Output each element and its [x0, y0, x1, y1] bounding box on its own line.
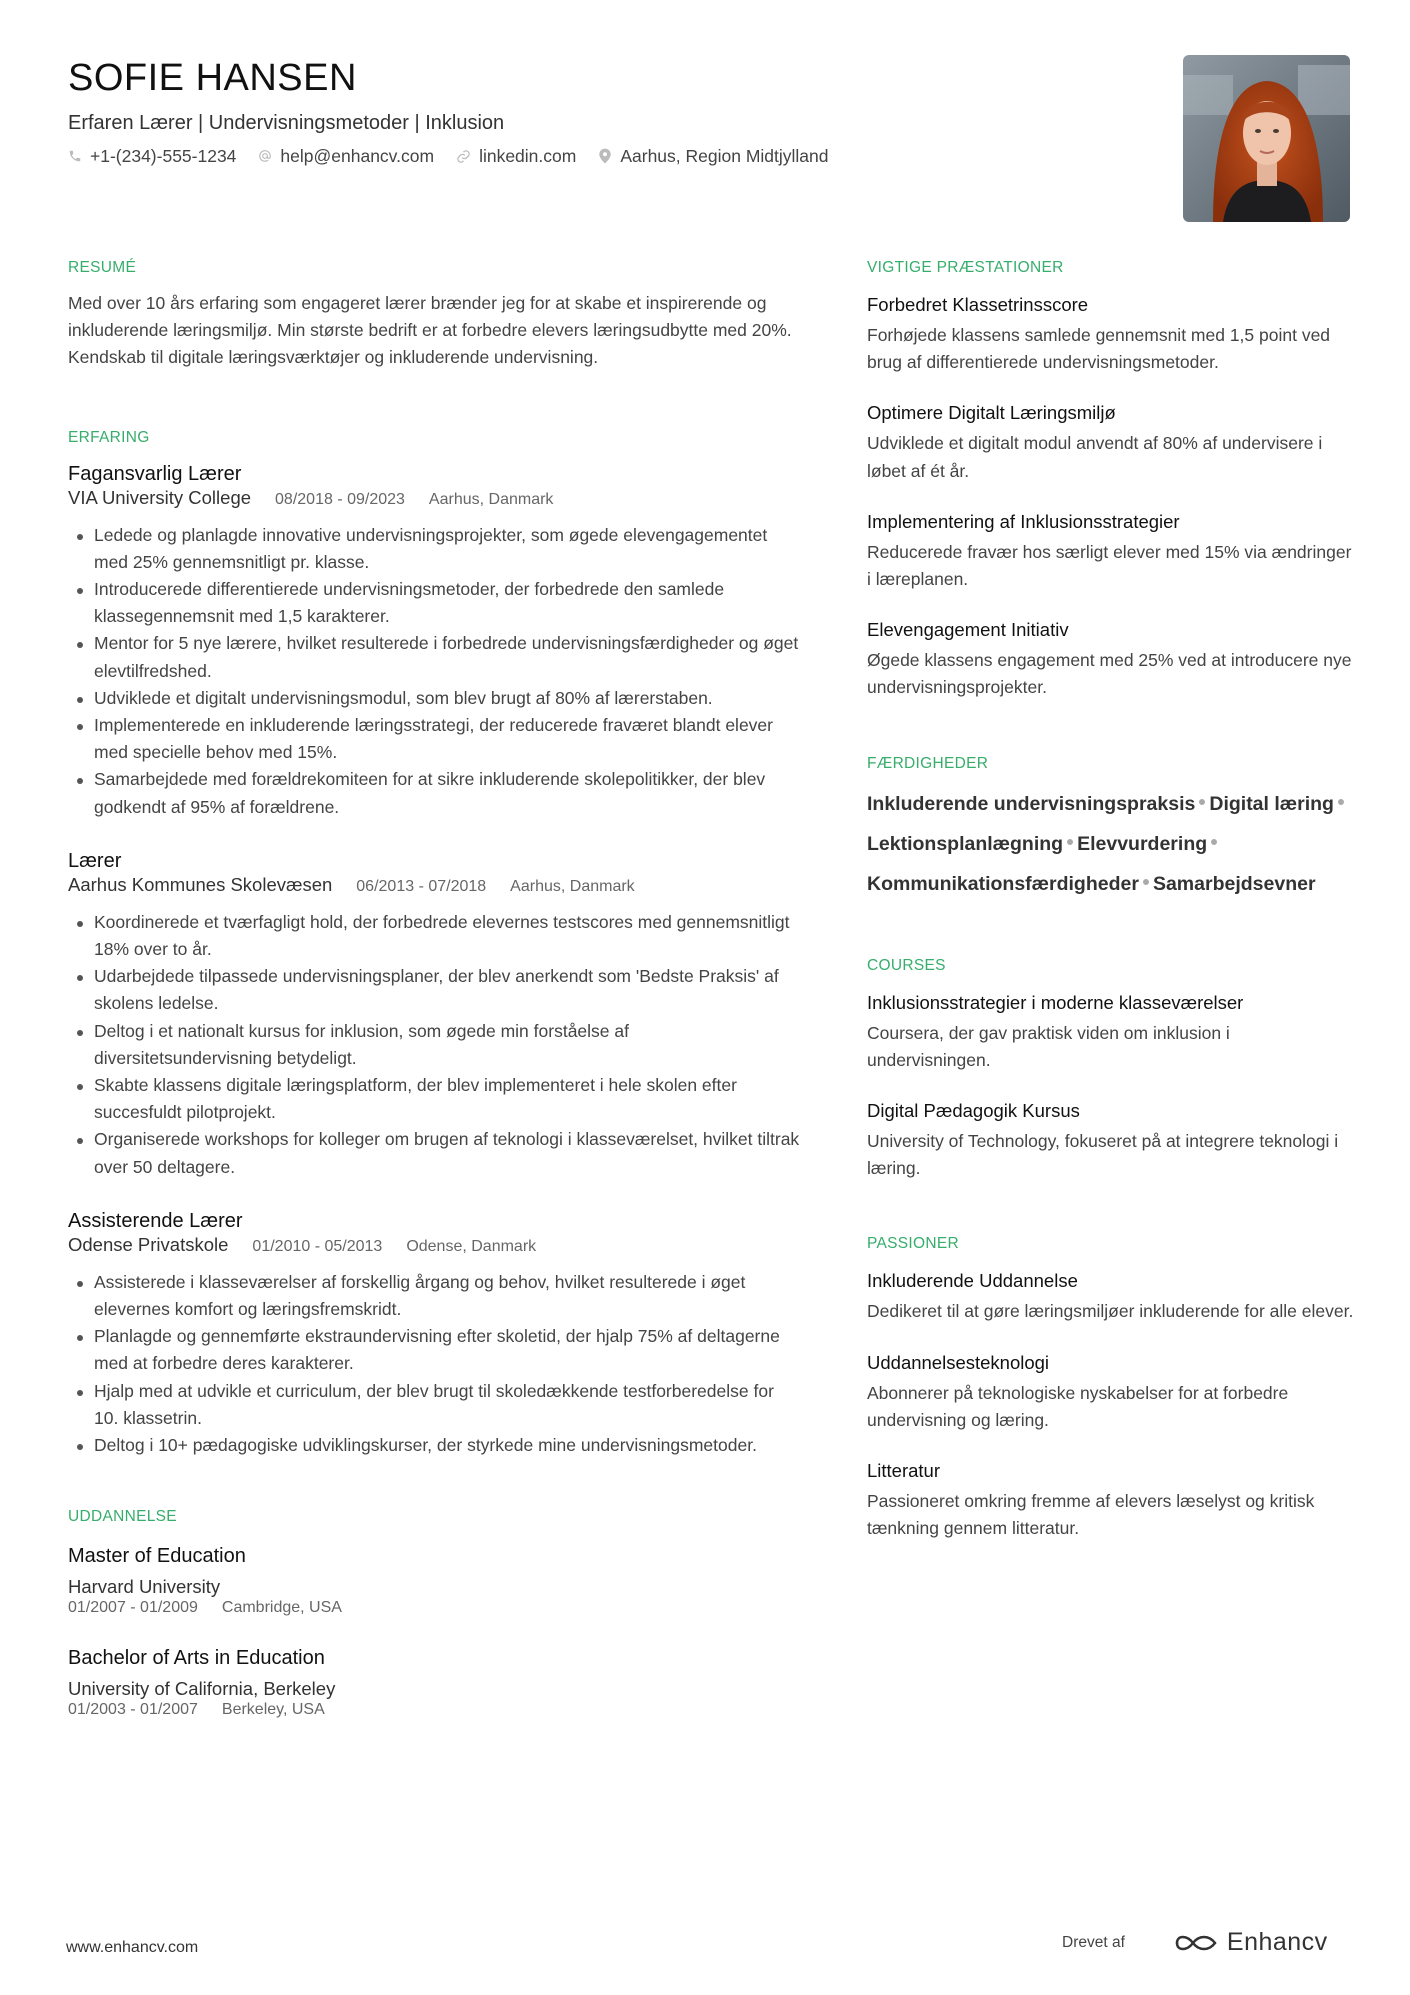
edu-school: Harvard University	[68, 1576, 221, 1598]
footer-url[interactable]: www.enhancv.com	[66, 1939, 199, 1956]
achievement-item	[867, 617, 1357, 701]
edu-meta	[68, 1599, 800, 1617]
edu-school: University of California, Berkeley	[68, 1678, 336, 1700]
job-company: Aarhus Kommunes Skolevæsen	[68, 873, 333, 895]
job-bullets	[68, 522, 800, 821]
list-item: Introducerede differentierede undervisningsmetoder, der forbedrede den samlede klassegennemsnit med 1,5 karakterer.	[68, 576, 800, 630]
list-item: Ledede og planlagde innovative undervisningsprojekter, som øgede elevengagementet med 25% gennemsnitligt pr. klasse.	[68, 522, 800, 576]
edu-date: 01/2007 - 01/2009	[68, 1599, 198, 1617]
job-title: Assisterende Lærer	[68, 1209, 243, 1232]
course-title: Digital Pædagogik Kursus	[867, 1100, 1080, 1122]
list-item: Planlagde og gennemførte ekstraundervisning efter skoletid, der hjalp 75% af deltagerne med at forbedre deres karakterer.	[68, 1323, 800, 1377]
list-item: Deltog i 10+ pædagogiske udviklingskurser, der styrkede mine undervisningsmetoder.	[68, 1432, 800, 1459]
skill-tag: Inkluderende undervisningspraksis	[867, 792, 1196, 815]
skill-tag: Samarbejdsevner	[1152, 872, 1316, 895]
job-title: Fagansvarlig Lærer	[68, 462, 242, 485]
separator-dot	[1143, 879, 1149, 885]
job-meta	[68, 1233, 800, 1259]
separator-dot	[1067, 839, 1073, 845]
job-meta	[68, 486, 800, 512]
skill-tag: Digital læring	[1209, 792, 1334, 815]
list-item: Hjalp med at udvikle et curriculum, der blev brugt til skoledækkende testforberedelse for 10. klassetrin.	[68, 1378, 800, 1432]
summary-section	[68, 258, 800, 372]
enhancv-logo-icon	[1173, 1931, 1219, 1955]
profile-photo	[1183, 55, 1350, 222]
footer-brand	[1062, 1928, 1328, 1957]
job-location: Odense, Danmark	[406, 1237, 537, 1255]
contact-row	[68, 144, 1168, 168]
contact-linkedin[interactable]	[456, 144, 576, 168]
list-item: Udviklede et digitalt undervisningsmodul, som blev brugt af 80% af lærerstaben.	[68, 685, 800, 712]
achievement-title: Implementering af Inklusionsstrategier	[867, 510, 1180, 532]
location-text: Aarhus, Region Midtjylland	[620, 146, 829, 166]
powered-by-text: Drevet af	[1062, 1933, 1125, 1951]
email-text[interactable]: help@enhancv.com	[280, 146, 435, 166]
passion-item	[867, 1350, 1357, 1434]
experience-section	[68, 428, 800, 1460]
job-entry	[68, 462, 800, 821]
contact-phone	[68, 144, 236, 168]
list-item: Samarbejdede med forældrekomiteen for at sikre inkluderende skolepolitikker, der blev godkendt af 95% af forældrene.	[68, 766, 800, 820]
edu-location: Cambridge, USA	[221, 1599, 342, 1617]
skills-section	[867, 754, 1357, 904]
passion-item	[867, 1268, 1357, 1325]
separator-dot	[1338, 799, 1344, 805]
brand-name: Enhancv	[1226, 1928, 1328, 1956]
job-location: Aarhus, Danmark	[510, 877, 635, 895]
achievement-desc: Forhøjede klassens samlede gennemsnit med 1,5 point ved brug af differentierede undervisningsmetoder.	[867, 325, 1331, 373]
list-item: Organiserede workshops for kolleger om brugen af teknologi i klasseværelset, hvilket tiltrak over 50 deltagere.	[68, 1126, 800, 1180]
achievements-section	[867, 258, 1357, 702]
passion-item	[867, 1458, 1357, 1542]
job-entry	[68, 849, 800, 1181]
list-item: Deltog i et nationalt kursus for inklusion, som øgede min forståelse af diversitetsundervisning betydeligt.	[68, 1018, 800, 1072]
achievement-title: Optimere Digitalt Læringsmiljø	[867, 402, 1116, 424]
contact-email[interactable]	[258, 144, 434, 168]
list-item: Udarbejdede tilpassede undervisningsplaner, der blev anerkendt som 'Bedste Praksis' af skolens ledelse.	[68, 963, 800, 1017]
summary-text: Med over 10 års erfaring som engageret lærer brænder jeg for at skabe et inspirerende og inkluderende læringsmiljø. Min største bedrift er at forbedre elevers læringsudbytte med 20%. Kendskab til digitale læringsværktøjer og inkluderende undervisning.	[68, 293, 792, 368]
list-item: Assisterede i klasseværelser af forskellig årgang og behov, hvilket resulterede i øget elevernes komfort og læringsfremskridt.	[68, 1269, 800, 1323]
achievement-desc: Øgede klassens engagement med 25% ved at introducere nye undervisningsprojekter.	[867, 650, 1352, 698]
course-item	[867, 990, 1357, 1074]
job-date: 08/2018 - 09/2023	[275, 490, 405, 508]
education-entry	[68, 1543, 800, 1617]
course-item	[867, 1098, 1357, 1182]
resume-header	[68, 56, 1168, 168]
courses-heading: COURSES	[867, 956, 946, 974]
job-company: VIA University College	[68, 486, 252, 508]
link-icon	[456, 149, 471, 164]
passion-title: Inkluderende Uddannelse	[867, 1270, 1078, 1292]
job-company: Odense Privatskole	[68, 1233, 229, 1255]
education-heading: UDDANNELSE	[68, 1508, 177, 1526]
course-desc: University of Technology, fokuseret på at integrere teknologi i læring.	[867, 1131, 1339, 1179]
left-column	[68, 258, 800, 1719]
achievements-heading: VIGTIGE PRÆSTATIONER	[867, 259, 1064, 276]
skill-tag: Lektionsplanlægning	[867, 832, 1064, 855]
separator-dot	[1199, 799, 1205, 805]
passions-heading: PASSIONER	[867, 1235, 959, 1253]
course-desc: Coursera, der gav praktisk viden om inklusion i undervisningen.	[867, 1022, 1230, 1070]
achievement-title: Forbedret Klassetrinsscore	[867, 294, 1089, 315]
edu-degree: Bachelor of Arts in Education	[68, 1647, 325, 1670]
passion-desc: Dedikeret til at gøre læringsmiljøer inkluderende for alle elever.	[867, 1301, 1354, 1322]
passion-desc: Passioneret omkring fremme af elevers læselyst og kritisk tænkning gennem litteratur.	[867, 1491, 1315, 1539]
achievement-item	[867, 400, 1357, 484]
job-location: Aarhus, Danmark	[428, 490, 554, 508]
edu-meta	[68, 1701, 800, 1719]
right-column	[867, 258, 1357, 1542]
job-date: 06/2013 - 07/2018	[356, 877, 487, 895]
edu-date: 01/2003 - 01/2007	[68, 1701, 198, 1719]
location-pin-icon	[598, 148, 612, 164]
skills-heading: FÆRDIGHEDER	[867, 754, 989, 772]
summary-heading: RESUMÉ	[68, 259, 137, 276]
passion-title: Litteratur	[867, 1460, 941, 1482]
passion-desc: Abonnerer på teknologiske nyskabelser for at forbedre undervisning og læring.	[867, 1382, 1289, 1430]
phone-text: +1-(234)-555-1234	[90, 146, 237, 166]
education-section	[68, 1507, 800, 1719]
skill-tag: Elevvurdering	[1077, 832, 1208, 855]
job-entry	[68, 1209, 800, 1459]
linkedin-text[interactable]: linkedin.com	[479, 146, 577, 166]
list-item: Koordinerede et tværfagligt hold, der forbedrede elevernes testscores med gennemsnitligt 18% over to år.	[68, 909, 800, 963]
list-item: Mentor for 5 nye lærere, hvilket resulterede i forbedrede undervisningsfærdigheder og øget elevtilfredshed.	[68, 630, 800, 684]
passion-title: Uddannelsesteknologi	[867, 1351, 1050, 1373]
passions-section	[867, 1234, 1357, 1542]
list-item: Skabte klassens digitale læringsplatform, der blev implementeret i hele skolen efter succesfuldt pilotprojekt.	[68, 1072, 800, 1126]
candidate-subtitle: Erfaren Lærer | Undervisningsmetoder | Inklusion	[68, 112, 505, 134]
job-bullets	[68, 1269, 800, 1459]
list-item: Implementerede en inkluderende læringsstrategi, der reducerede fraværet blandt elever med specielle behov med 15%.	[68, 712, 800, 766]
courses-section	[867, 956, 1357, 1183]
skills-list	[867, 784, 1357, 904]
job-title: Lærer	[68, 849, 122, 872]
education-entry	[68, 1645, 800, 1719]
edu-location: Berkeley, USA	[221, 1701, 325, 1719]
course-title: Inklusionsstrategier i moderne klasseværelser	[867, 991, 1244, 1013]
achievement-item	[867, 292, 1357, 376]
job-date: 01/2010 - 05/2013	[252, 1237, 383, 1255]
achievement-title: Elevengagement Initiativ	[867, 619, 1069, 641]
achievement-desc: Reducerede fravær hos særligt elever med 15% via ændringer i læreplanen.	[867, 541, 1352, 590]
separator-dot	[1211, 839, 1217, 845]
edu-degree: Master of Education	[68, 1545, 246, 1568]
phone-icon	[68, 149, 82, 163]
achievement-item	[867, 509, 1357, 593]
job-bullets	[68, 909, 800, 1181]
achievement-desc: Udviklede et digitalt modul anvendt af 80% af undervisere i løbet af ét år.	[867, 433, 1323, 481]
job-meta	[68, 873, 800, 899]
at-icon	[258, 149, 272, 163]
skill-tag: Kommunikationsfærdigheder	[867, 872, 1139, 895]
experience-heading: ERFARING	[68, 428, 150, 446]
contact-location	[598, 144, 828, 168]
candidate-name: SOFIE HANSEN	[68, 57, 357, 99]
